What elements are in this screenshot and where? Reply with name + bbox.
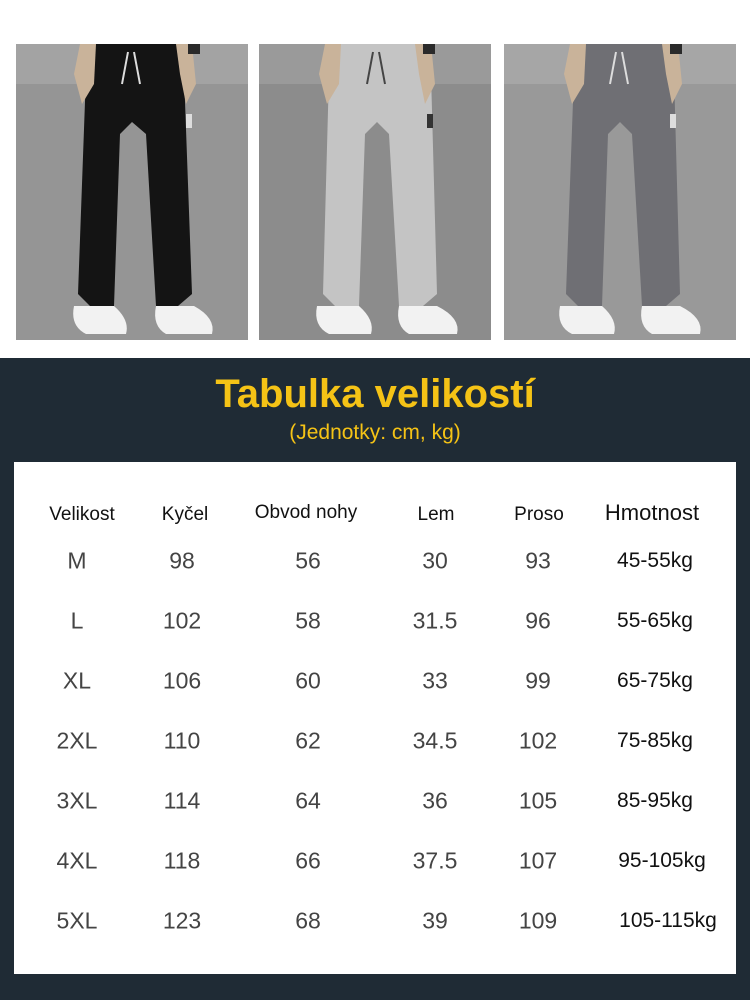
table-cell: 62 [295, 727, 321, 754]
table-cell-weight: 65-75kg [617, 669, 693, 692]
table-cell-weight: 95-105kg [618, 849, 706, 872]
table-cell: 109 [518, 907, 558, 934]
size-chart-units: (Jednotky: cm, kg) [289, 421, 461, 444]
column-header-thigh: Obvod nohy [254, 502, 358, 523]
table-cell: 30 [422, 547, 448, 574]
pants-dark-grey-illustration [504, 44, 736, 340]
table-cell: L [70, 607, 84, 634]
table-cell: XL [62, 667, 92, 694]
table-cell: 96 [525, 607, 551, 634]
table-cell: 106 [162, 667, 202, 694]
table-cell: 107 [518, 847, 558, 874]
column-header-rise: Proso [514, 504, 564, 525]
product-photo-black [16, 44, 248, 340]
table-cell: 58 [295, 607, 321, 634]
table-cell: 3XL [56, 787, 98, 814]
table-cell: 33 [422, 667, 448, 694]
table-cell: 5XL [56, 907, 98, 934]
product-photo-light-grey [259, 44, 491, 340]
table-cell: 64 [295, 787, 321, 814]
table-cell-weight: 55-65kg [617, 609, 693, 632]
table-cell: 31.5 [412, 607, 458, 634]
table-cell: 68 [295, 907, 321, 934]
table-cell: 36 [422, 787, 448, 814]
table-cell-weight: 75-85kg [617, 729, 693, 752]
table-cell: 2XL [56, 727, 98, 754]
table-cell: 105 [518, 787, 558, 814]
product-photo-dark-grey [504, 44, 736, 340]
table-cell: 99 [525, 667, 551, 694]
column-header-hip: Kyčel [161, 504, 209, 525]
table-cell: 39 [422, 907, 448, 934]
size-chart-title: Tabulka velikostí [215, 372, 535, 416]
product-photos [0, 0, 750, 360]
table-cell: 114 [163, 787, 201, 814]
table-cell-weight: 105-115kg [619, 909, 717, 932]
table-cell: 123 [162, 907, 202, 934]
table-cell: 118 [163, 847, 201, 874]
column-header-weight: Hmotnost [604, 500, 700, 525]
table-cell: 56 [295, 547, 321, 574]
table-cell: 102 [162, 607, 202, 634]
table-cell: 98 [169, 547, 195, 574]
table-cell: 60 [295, 667, 321, 694]
pants-light-grey-illustration [259, 44, 491, 340]
table-cell: 102 [518, 727, 558, 754]
column-header-size: Velikost [49, 504, 115, 525]
size-table [14, 462, 736, 974]
table-cell: 34.5 [412, 727, 458, 754]
table-cell-weight: 85-95kg [617, 789, 693, 812]
table-cell: 93 [525, 547, 551, 574]
table-cell: M [67, 547, 87, 574]
column-header-hem: Lem [417, 504, 455, 525]
table-cell: 37.5 [412, 847, 458, 874]
table-cell: 4XL [56, 847, 98, 874]
table-cell: 110 [163, 727, 201, 754]
table-cell-weight: 45-55kg [617, 549, 693, 572]
table-cell: 66 [295, 847, 321, 874]
pants-black-illustration [16, 44, 248, 340]
